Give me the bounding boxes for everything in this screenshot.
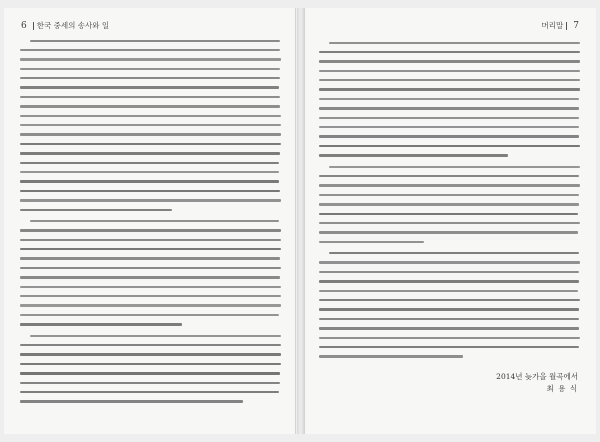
paragraph xyxy=(319,38,580,160)
text-line-ink xyxy=(20,209,172,211)
text-line xyxy=(319,333,580,342)
text-line xyxy=(20,36,281,45)
text-line-ink xyxy=(319,203,579,205)
text-line xyxy=(20,55,281,64)
signature-date-place: 2014년 늦가을 월곡에서 xyxy=(496,372,578,382)
text-line-ink xyxy=(319,222,580,224)
text-line xyxy=(20,301,281,310)
text-line xyxy=(20,45,281,54)
text-line xyxy=(319,104,580,113)
text-line-ink xyxy=(20,162,279,164)
text-line xyxy=(319,343,580,352)
text-line xyxy=(319,218,580,227)
text-line-ink xyxy=(20,267,281,269)
text-line-ink xyxy=(20,77,280,79)
text-line xyxy=(319,314,580,323)
text-line-ink xyxy=(319,126,579,128)
text-line xyxy=(20,92,281,101)
text-line-ink xyxy=(319,98,579,100)
text-line xyxy=(20,186,281,195)
text-line xyxy=(319,286,580,295)
text-line-ink xyxy=(20,68,280,70)
text-line xyxy=(319,66,580,75)
left-running-head-title: 한국 중세의 송사와 일 xyxy=(36,21,110,30)
paragraph xyxy=(20,331,281,406)
text-line xyxy=(20,387,281,396)
text-line xyxy=(20,263,281,272)
text-line-ink xyxy=(20,86,279,88)
text-line-ink xyxy=(20,344,281,346)
text-line-ink xyxy=(319,299,580,301)
text-line-ink xyxy=(20,314,279,316)
text-line-ink xyxy=(319,327,579,329)
text-line-ink xyxy=(319,261,580,263)
text-line xyxy=(20,167,281,176)
text-line-ink xyxy=(20,105,280,107)
text-line xyxy=(20,205,281,214)
text-line-ink xyxy=(319,194,579,196)
text-line-ink xyxy=(20,49,280,51)
text-line-ink xyxy=(20,124,281,126)
text-line xyxy=(20,235,281,244)
right-page-number: 7 xyxy=(573,21,579,31)
text-line-ink xyxy=(319,290,578,292)
text-line-ink xyxy=(319,308,579,310)
text-line xyxy=(319,171,580,180)
text-line-ink xyxy=(20,143,281,145)
text-line xyxy=(20,121,281,130)
text-line xyxy=(319,267,580,276)
text-line-ink xyxy=(319,51,580,53)
text-line xyxy=(20,369,281,378)
preface-signature xyxy=(496,371,578,395)
text-line xyxy=(319,94,580,103)
text-line-ink xyxy=(20,152,280,154)
text-line-ink xyxy=(319,271,579,273)
text-line-ink xyxy=(20,199,281,201)
text-line-ink xyxy=(20,190,280,192)
text-line xyxy=(20,158,281,167)
right-page-body-text xyxy=(319,38,580,363)
text-line-ink xyxy=(319,88,580,90)
text-line-ink xyxy=(319,337,580,339)
text-line-ink xyxy=(20,372,280,374)
text-line xyxy=(319,258,580,267)
text-line xyxy=(20,282,281,291)
text-line-ink xyxy=(319,107,579,109)
text-line-ink xyxy=(20,382,280,384)
text-line xyxy=(20,216,281,225)
right-running-head-title: 머리말 xyxy=(541,21,564,30)
text-line-ink xyxy=(329,252,579,254)
text-line xyxy=(319,47,580,56)
left-page xyxy=(4,8,296,434)
text-line-ink xyxy=(319,280,579,282)
text-line xyxy=(20,273,281,282)
signature-author: 최 용 식 xyxy=(546,384,578,394)
text-line-ink xyxy=(20,391,279,393)
text-line-ink xyxy=(20,295,281,297)
text-line xyxy=(20,341,281,350)
text-line-ink xyxy=(30,220,279,222)
text-line xyxy=(319,85,580,94)
text-line xyxy=(319,38,580,47)
text-line xyxy=(20,226,281,235)
text-line xyxy=(20,378,281,387)
text-line-ink xyxy=(20,286,281,288)
text-line xyxy=(319,151,580,160)
text-line xyxy=(319,277,580,286)
text-line-ink xyxy=(319,70,580,72)
text-line-ink xyxy=(329,42,580,44)
text-line-ink xyxy=(20,304,281,306)
paragraph xyxy=(319,162,580,247)
text-line xyxy=(20,111,281,120)
text-line-ink xyxy=(30,335,281,337)
text-line-ink xyxy=(20,229,281,231)
text-line-ink xyxy=(20,323,182,325)
text-line xyxy=(20,245,281,254)
text-line xyxy=(20,310,281,319)
text-line xyxy=(319,190,580,199)
text-line-ink xyxy=(20,400,243,402)
text-line xyxy=(20,130,281,139)
text-line-ink xyxy=(20,363,281,365)
text-line xyxy=(20,331,281,340)
text-line xyxy=(20,320,281,329)
text-line-ink xyxy=(319,175,579,177)
left-page-number: 6 xyxy=(21,21,27,31)
text-line xyxy=(20,177,281,186)
text-line-ink xyxy=(30,40,280,42)
text-line xyxy=(20,359,281,368)
paragraph xyxy=(319,249,580,362)
text-line-ink xyxy=(319,213,578,215)
text-line xyxy=(319,228,580,237)
text-line xyxy=(319,123,580,132)
text-line-ink xyxy=(319,117,579,119)
text-line-ink xyxy=(319,135,579,137)
book-gutter xyxy=(297,8,304,434)
text-line-ink xyxy=(20,58,281,60)
text-line-ink xyxy=(319,60,580,62)
text-line-ink xyxy=(319,184,580,186)
text-line-ink xyxy=(20,248,281,250)
text-line xyxy=(319,209,580,218)
text-line-ink xyxy=(20,133,281,135)
text-line-ink xyxy=(20,171,279,173)
text-line-ink xyxy=(319,346,579,348)
text-line-ink xyxy=(20,276,280,278)
text-line xyxy=(319,162,580,171)
text-line xyxy=(319,200,580,209)
text-line xyxy=(319,305,580,314)
text-line xyxy=(20,102,281,111)
text-line-ink xyxy=(319,231,578,233)
text-line-ink xyxy=(319,355,463,357)
text-line-ink xyxy=(319,154,508,156)
text-line xyxy=(319,76,580,85)
header-separator xyxy=(566,22,567,30)
paragraph xyxy=(20,216,281,329)
text-line xyxy=(20,292,281,301)
text-line xyxy=(20,350,281,359)
text-line xyxy=(319,249,580,258)
text-line xyxy=(319,113,580,122)
left-page-body-text xyxy=(20,36,281,408)
text-line-ink xyxy=(319,145,580,147)
text-line xyxy=(319,141,580,150)
left-running-header xyxy=(18,20,109,31)
text-line xyxy=(20,139,281,148)
text-line-ink xyxy=(20,180,279,182)
text-line xyxy=(319,181,580,190)
text-line-ink xyxy=(20,257,280,259)
text-line xyxy=(20,64,281,73)
paragraph xyxy=(20,36,281,214)
text-line xyxy=(20,149,281,158)
right-page xyxy=(304,8,596,434)
text-line xyxy=(20,83,281,92)
text-line xyxy=(319,352,580,361)
text-line xyxy=(20,74,281,83)
text-line-ink xyxy=(20,239,281,241)
text-line-ink xyxy=(319,241,424,243)
text-line xyxy=(319,132,580,141)
text-line xyxy=(319,237,580,246)
text-line xyxy=(319,57,580,66)
text-line-ink xyxy=(319,79,580,81)
header-separator xyxy=(33,22,34,30)
text-line-ink xyxy=(20,353,281,355)
text-line xyxy=(20,397,281,406)
text-line xyxy=(319,296,580,305)
text-line-ink xyxy=(20,115,281,117)
right-running-header xyxy=(542,20,582,31)
text-line-ink xyxy=(319,318,579,320)
text-line xyxy=(20,196,281,205)
text-line-ink xyxy=(20,96,280,98)
text-line-ink xyxy=(329,166,580,168)
text-line xyxy=(20,254,281,263)
text-line xyxy=(319,324,580,333)
